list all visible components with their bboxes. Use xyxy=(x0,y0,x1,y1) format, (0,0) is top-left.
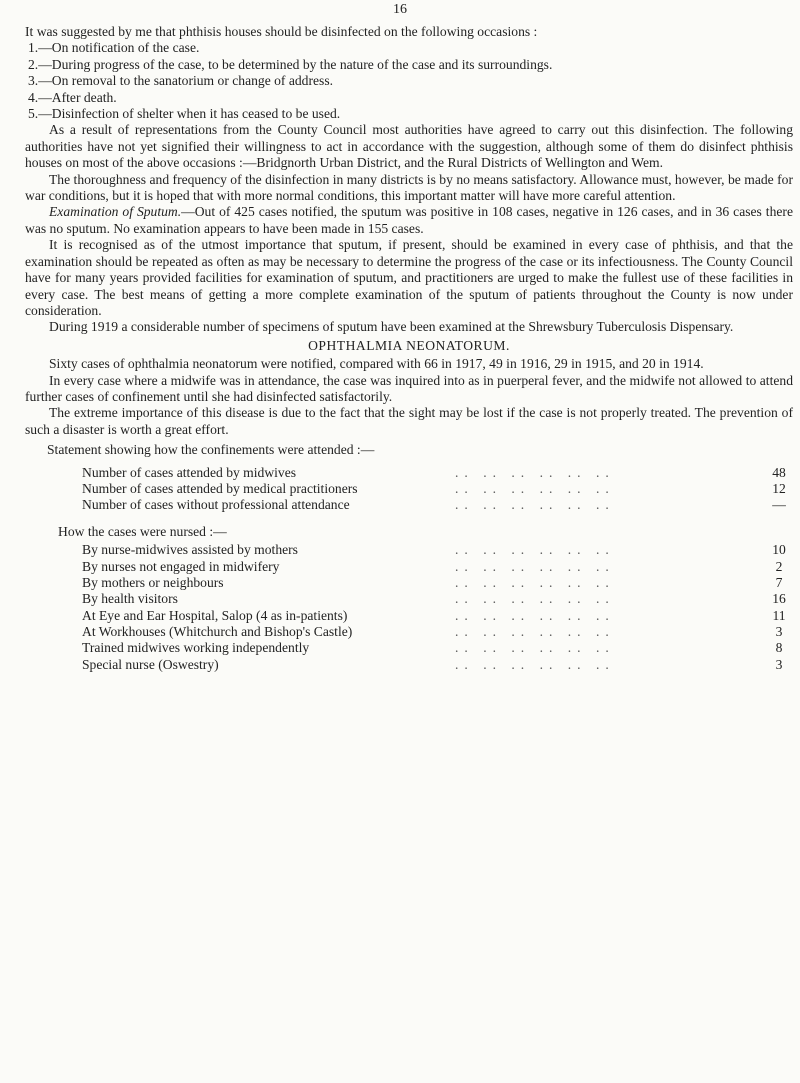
midwife-paragraph: In every case where a midwife was in attendance, the case was inquired into as in puerperal fever, and the midwife not allowed to attend further cases of confinement until she had disinfected satisfactorily. xyxy=(25,372,793,404)
body-text xyxy=(25,24,793,673)
table-row xyxy=(25,481,793,497)
row-label: Number of cases attended by medical practitioners xyxy=(82,480,358,496)
occasion-item: 2.—During progress of the case, to be determined by the nature of the case and its surroundings. xyxy=(28,56,553,72)
row-value: 16 xyxy=(772,591,786,607)
row-label: Special nurse (Oswestry) xyxy=(82,656,219,672)
sputum-paragraph xyxy=(25,204,793,237)
row-value: 3 xyxy=(775,656,783,672)
table-row xyxy=(25,624,793,640)
leader-dots: .. .. .. .. .. .. xyxy=(455,497,615,513)
nursed-title: How the cases were nursed :— xyxy=(58,523,227,539)
table-row xyxy=(25,657,793,673)
table-row xyxy=(25,575,793,591)
occasion-item: 5.—Disinfection of shelter when it has ceased to be used. xyxy=(28,106,341,122)
row-label: At Eye and Ear Hospital, Salop (4 as in-patients) xyxy=(82,607,348,623)
row-value: 3 xyxy=(775,624,783,640)
row-label: Number of cases attended by midwives xyxy=(82,464,297,480)
leader-dots: .. .. .. .. .. .. xyxy=(455,607,615,623)
row-label: Trained midwives working independently xyxy=(82,640,310,656)
sputum-text: —Out of 425 cases notified, the sputum was positive in 108 cases, negative in 126 cases, and in 36 cases there was no sputum. No examination appears to have been made in 155 cases. xyxy=(25,204,793,236)
occasion-item: 1.—On notification of the case. xyxy=(28,40,200,56)
row-label: By health visitors xyxy=(82,591,178,607)
sixty-cases-paragraph: Sixty cases of ophthalmia neonatorum were notified, compared with 66 in 1917, 49 in 1916, 29 in 1915, and 20 in 1914. xyxy=(49,356,704,372)
row-value: 12 xyxy=(772,480,786,496)
table-row xyxy=(25,608,793,624)
leader-dots: .. .. .. .. .. .. xyxy=(455,591,615,607)
result-paragraph: As a result of representations from the County Council most authorities have agreed to carry out this disinfection. The following authorities have not yet signified their willingness to act in accordance with the suggestion, although some of them do disinfect phthisis houses on most of the above occasions :—Bridgnorth Urban District, and the Rural Districts of Wellington and Wem. xyxy=(25,122,793,171)
sputum-heading: Examination of Sputum. xyxy=(49,204,182,220)
row-value: 8 xyxy=(775,640,783,656)
row-label: By nurse-midwives assisted by mothers xyxy=(82,542,298,558)
leader-dots: .. .. .. .. .. .. xyxy=(455,558,615,574)
table-row xyxy=(25,465,793,481)
table-row xyxy=(25,640,793,656)
table-row xyxy=(25,542,793,558)
year-1919-paragraph: During 1919 a considerable number of specimens of sputum have been examined at the Shrewsbury Tuberculosis Dispensary. xyxy=(49,319,734,335)
extreme-importance-paragraph: The extreme importance of this disease is due to the fact that the sight may be lost if the case is not properly treated. The prevention of such a disaster is worth a great effort. xyxy=(25,405,793,437)
row-value: 10 xyxy=(772,542,786,558)
thoroughness-paragraph: The thoroughness and frequency of the disinfection in many districts is by no means satisfactory. Allowance must, however, be made for war conditions, but it is hoped that with more normal conditions, this important matter will have more careful attention. xyxy=(25,171,793,204)
attended-table xyxy=(25,465,793,514)
row-value: 2 xyxy=(775,558,783,574)
nursed-table xyxy=(25,542,793,673)
occasions-list xyxy=(25,40,793,122)
leader-dots: .. .. .. .. .. .. xyxy=(455,480,615,496)
row-value: 48 xyxy=(772,464,786,480)
row-value: — xyxy=(772,497,786,513)
leader-dots: .. .. .. .. .. .. xyxy=(455,656,615,672)
section-heading: OPHTHALMIA NEONATORUM. xyxy=(308,337,510,353)
table-row xyxy=(25,559,793,575)
leader-dots: .. .. .. .. .. .. xyxy=(455,640,615,656)
occasion-item: 3.—On removal to the sanatorium or change of address. xyxy=(28,73,334,89)
row-label: By mothers or neighbours xyxy=(82,574,224,590)
leader-dots: .. .. .. .. .. .. xyxy=(455,542,615,558)
leader-dots: .. .. .. .. .. .. xyxy=(455,574,615,590)
table-row xyxy=(25,591,793,607)
row-label: At Workhouses (Whitchurch and Bishop's Castle) xyxy=(82,624,353,640)
row-label: By nurses not engaged in midwifery xyxy=(82,558,280,574)
row-value: 11 xyxy=(772,607,786,623)
statement-title: Statement showing how the confinements were attended :— xyxy=(47,442,375,458)
recognised-paragraph: It is recognised as of the utmost importance that sputum, if present, should be examined in every case of phthisis, and that the examination should be repeated as often as may be necessary to determine the progress of the case or its infectiousness. The County Council have for many years provided facilities for examination of sputum, and practitioners are urged to make the fullest use of these facilities in every case. The best means of getting a more complete examination of the sputum of patients throughout the County is now under consideration. xyxy=(25,237,793,318)
page-number: 16 xyxy=(393,2,407,17)
table-row xyxy=(25,497,793,513)
occasion-item: 4.—After death. xyxy=(28,89,117,105)
row-label: Number of cases without professional attendance xyxy=(82,497,350,513)
row-value: 7 xyxy=(775,574,783,590)
leader-dots: .. .. .. .. .. .. xyxy=(455,624,615,640)
intro-paragraph: It was suggested by me that phthisis houses should be disinfected on the following occasions : xyxy=(25,24,538,39)
leader-dots: .. .. .. .. .. .. xyxy=(455,464,615,480)
